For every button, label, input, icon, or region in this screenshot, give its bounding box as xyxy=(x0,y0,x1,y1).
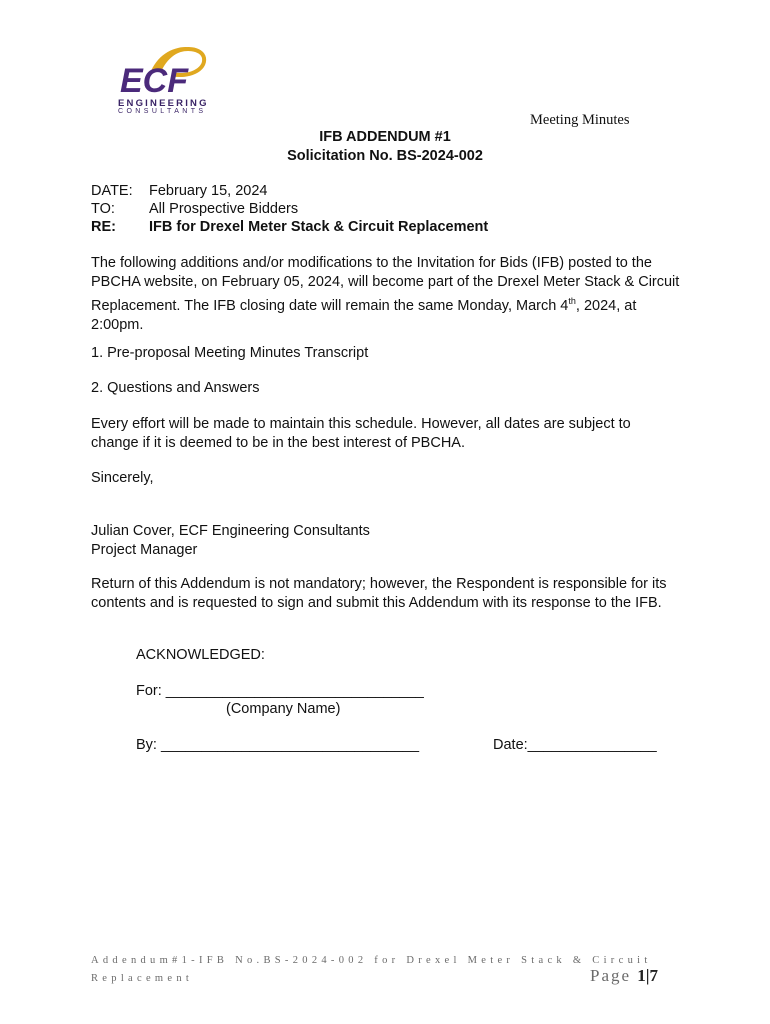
memo-re-label: RE: xyxy=(91,219,116,235)
date-signature-line[interactable]: Date:________________ xyxy=(493,737,657,753)
memo-re-row xyxy=(91,219,488,235)
header-label: Meeting Minutes xyxy=(530,112,630,128)
page-separator: | xyxy=(645,966,650,985)
page-total: 7 xyxy=(649,966,659,985)
logo-line-consultants: CONSULTANTS xyxy=(118,108,207,115)
document-title: IFB ADDENDUM #1 xyxy=(319,129,451,145)
page-word: Page xyxy=(590,966,632,985)
memo-date-row xyxy=(91,183,268,199)
by-signature-line[interactable]: By: ________________________________ xyxy=(136,737,420,753)
intro-superscript: th xyxy=(568,296,576,306)
page-number xyxy=(590,966,658,986)
logo-mark: ECF xyxy=(120,62,188,100)
return-note-paragraph: Return of this Addendum is not mandatory; however, the Respondent is responsible for its contents and is requested to sign and submit this Addendum with its response to the IFB. xyxy=(91,576,667,611)
intro-text-a: The following additions and/or modifications to the Invitation for Bids (IFB) posted to the PBCHA website, on February 05, 2024, will become part of the Drexel Meter Stack & Circuit Replacement. The IFB closing date will remain the same Monday, March 4 xyxy=(91,255,680,314)
list-item-1: 1. Pre-proposal Meeting Minutes Transcript xyxy=(91,345,369,361)
memo-to-value: All Prospective Bidders xyxy=(149,201,299,217)
memo-date-label: DATE: xyxy=(91,183,133,199)
memo-to-row xyxy=(91,201,298,217)
company-signature-line[interactable]: For: ________________________________ xyxy=(136,683,424,699)
page-current: 1 xyxy=(637,966,646,985)
acknowledged-heading: ACKNOWLEDGED: xyxy=(136,647,265,663)
memo-date-value: February 15, 2024 xyxy=(149,183,268,199)
list-item-2: 2. Questions and Answers xyxy=(91,380,260,396)
signer-name: Julian Cover, ECF Engineering Consultants xyxy=(91,523,370,539)
intro-paragraph xyxy=(91,254,681,335)
memo-re-value: IFB for Drexel Meter Stack & Circuit Replacement xyxy=(149,219,489,235)
footer-line-2: Replacement xyxy=(91,973,194,984)
closing-salutation: Sincerely, xyxy=(91,470,154,486)
solicitation-number: Solicitation No. BS-2024-002 xyxy=(287,148,483,164)
company-name-caption: (Company Name) xyxy=(226,701,341,717)
intro-text-b: , 2024, at 2:00pm. xyxy=(91,297,637,333)
schedule-paragraph: Every effort will be made to maintain this schedule. However, all dates are subject to change if it is deemed to be in the best interest of PBCHA. xyxy=(91,416,631,451)
logo-line-engineering: ENGINEERING xyxy=(118,98,209,109)
memo-to-label: TO: xyxy=(91,201,115,217)
signer-title: Project Manager xyxy=(91,542,198,558)
footer-line-1: Addendum#1-IFB No.BS-2024-002 for Drexel Meter Stack & Circuit xyxy=(91,955,652,966)
